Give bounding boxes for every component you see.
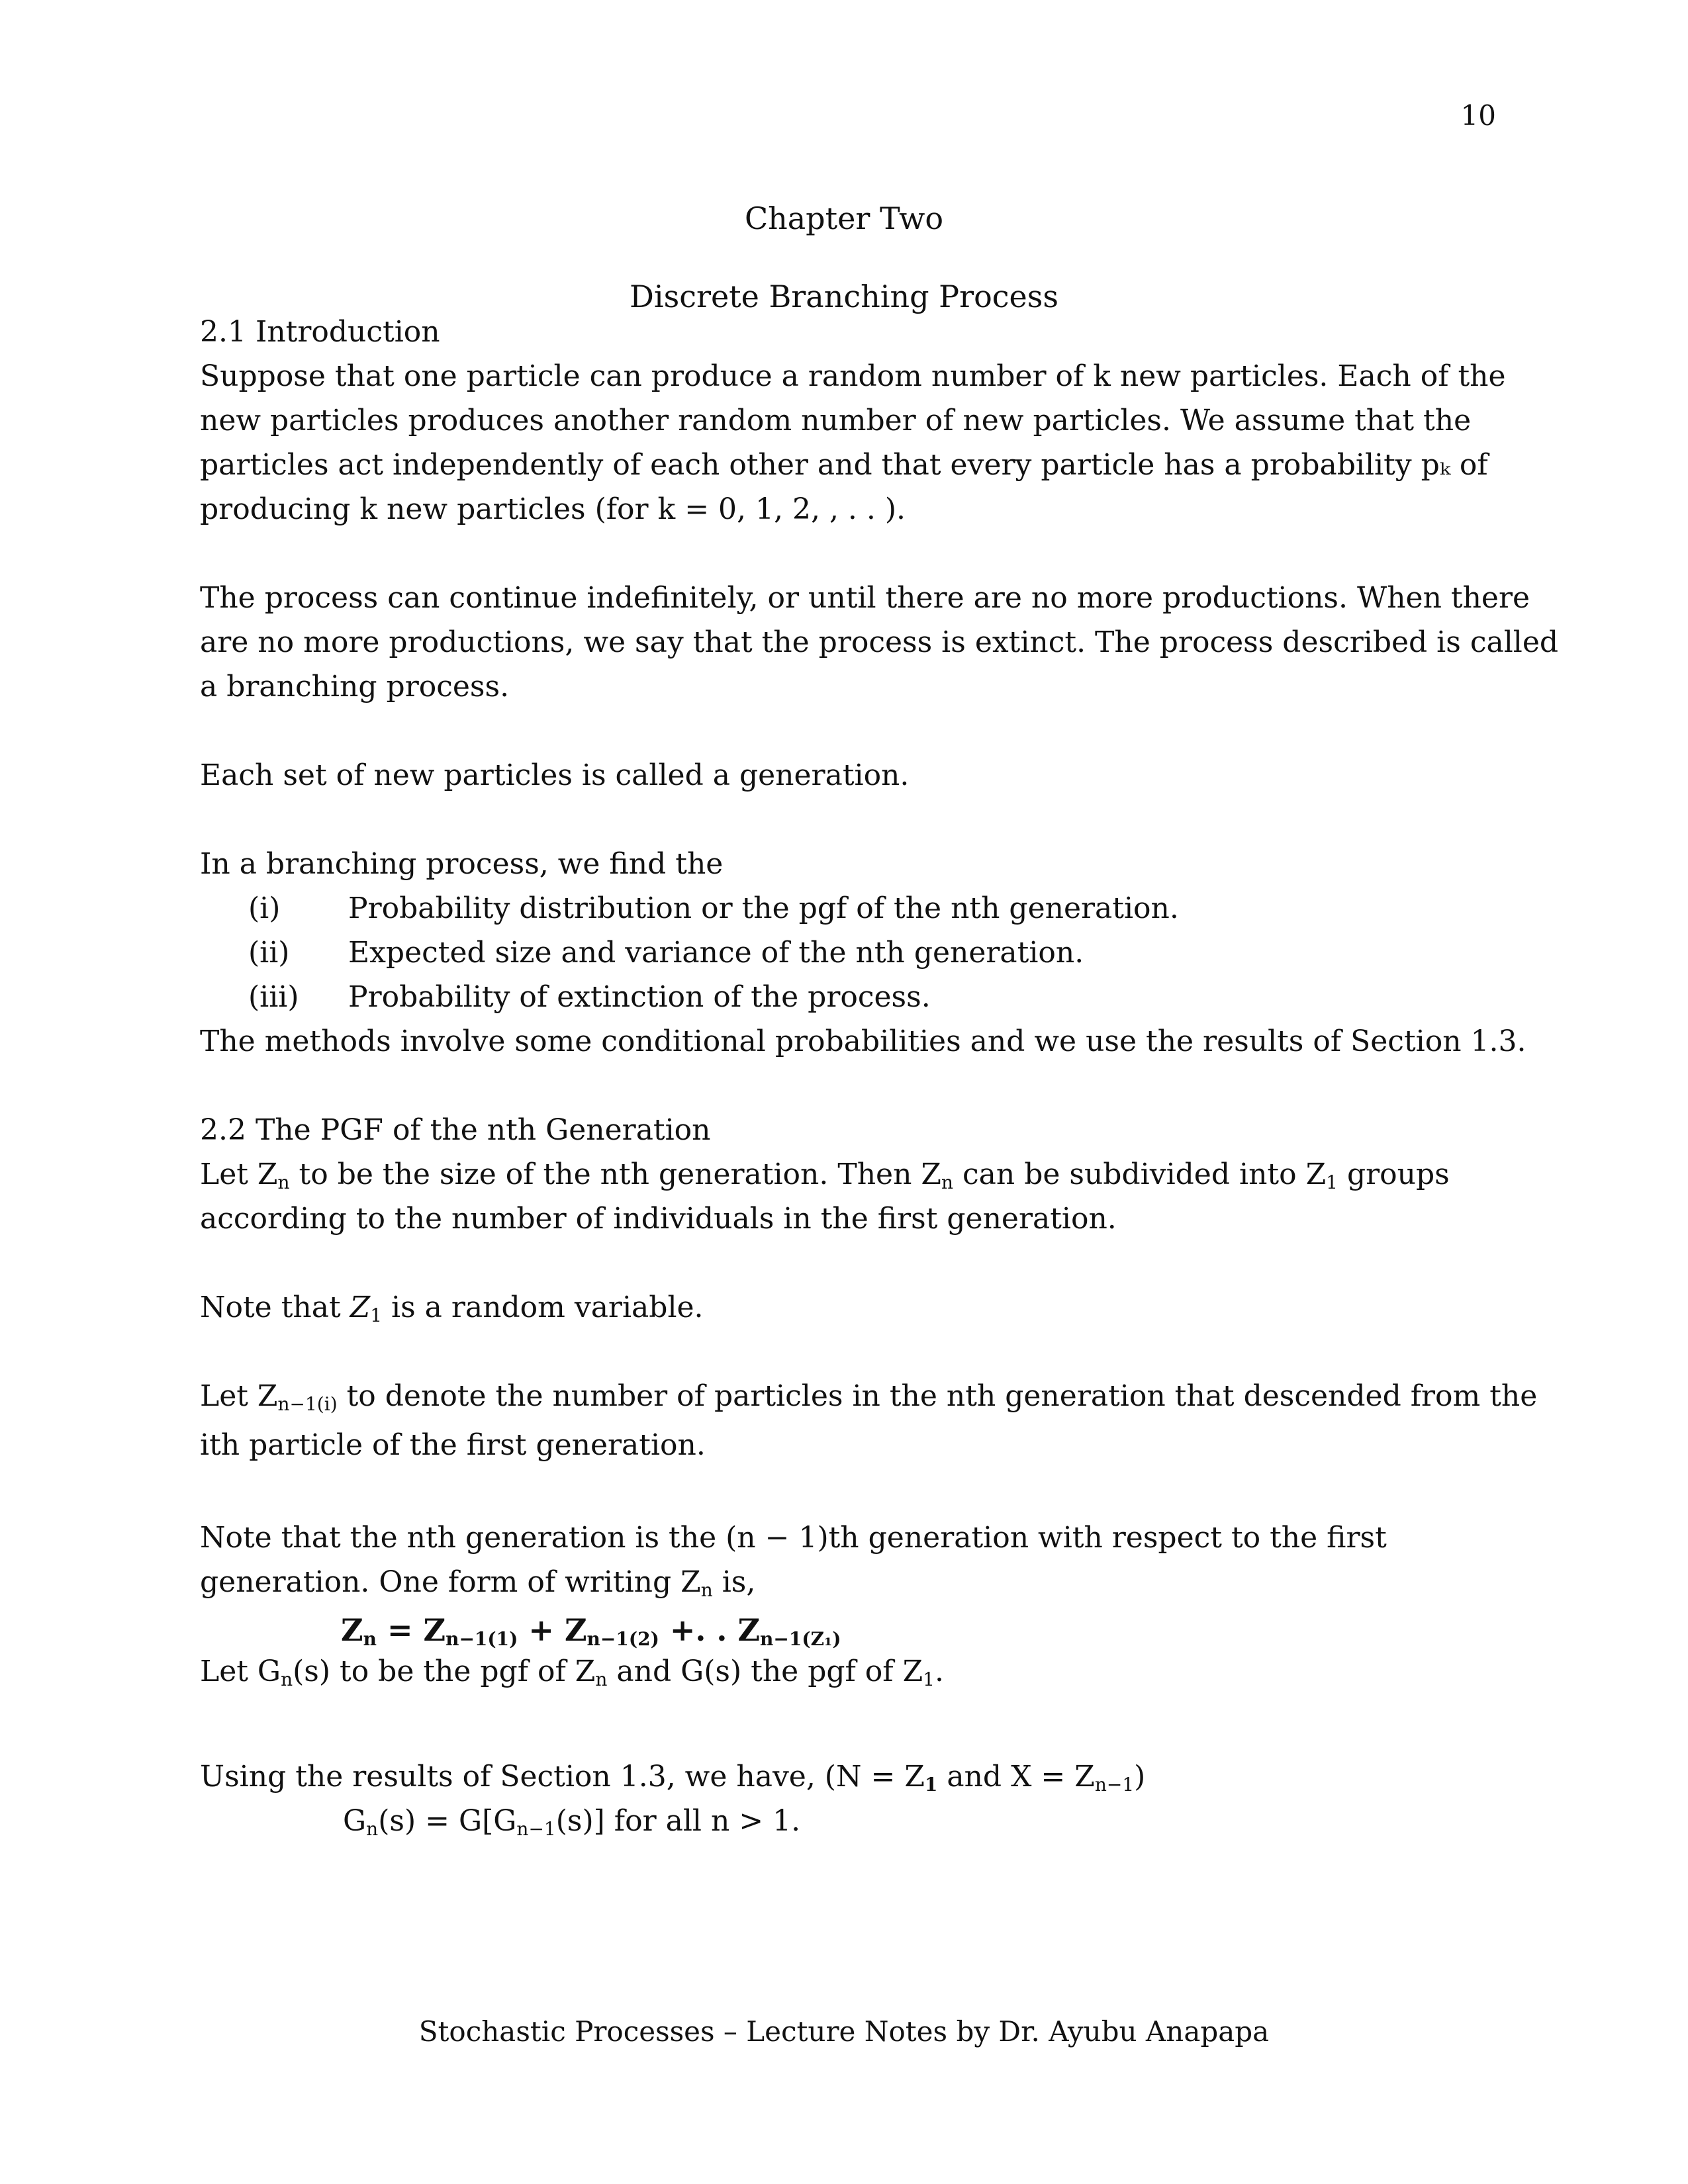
math-term: G [343, 1804, 367, 1838]
math-variable: Z [350, 1291, 371, 1324]
list-item-number: (ii) [248, 936, 290, 970]
intro-paragraph-line: producing k new particles (for k = 0, 1, 2, , . . ). [200, 492, 906, 526]
list-item-text: Probability of extinction of the process. [348, 980, 931, 1014]
list-item-text: Probability distribution or the pgf of the nth generation. [348, 891, 1179, 925]
chapter-subtitle: Discrete Branching Process [630, 279, 1058, 314]
subscript: n−1 [1094, 1774, 1135, 1796]
list-item-text: Expected size and variance of the nth generation. [348, 936, 1084, 970]
subscript: n−1(2) [586, 1628, 659, 1650]
text-fragment: Note that [200, 1291, 350, 1324]
z1-random-note [200, 1285, 704, 1338]
subscript: n−1(1) [445, 1628, 518, 1650]
text-fragment: Let G [200, 1655, 281, 1688]
intro-paragraph-line: Suppose that one particle can produce a random number of k new particles. Each of the [200, 359, 1506, 393]
extinction-paragraph-line: a branching process. [200, 670, 510, 704]
text-fragment: to denote the number of particles in the nth generation that descended from the [337, 1379, 1538, 1413]
subscript: n [366, 1818, 379, 1840]
text-fragment: Using the results of Section 1.3, we have, (N = Z [200, 1760, 925, 1794]
math-term: (s) = G[G [378, 1804, 517, 1838]
subscript: 1 [1326, 1171, 1338, 1193]
extinction-paragraph-line: The process can continue indefinitely, or until there are no more productions. When there [200, 581, 1530, 615]
text-fragment: generation. One form of writing Z [200, 1565, 701, 1599]
math-term: = Z [376, 1612, 446, 1648]
pgf-definition-line [200, 1649, 944, 1702]
page-number: 10 [1460, 99, 1496, 132]
math-term: Z [341, 1612, 363, 1648]
generation-definition: Each set of new particles is called a generation. [200, 758, 910, 792]
list-intro: In a branching process, we find the [200, 847, 724, 881]
text-fragment: and G(s) the pgf of Z [607, 1655, 923, 1688]
methods-note: The methods involve some conditional probabilities and we use the results of Section 1.3. [200, 1024, 1526, 1058]
pgf-recursion-equation [343, 1799, 800, 1851]
text-fragment: . [934, 1655, 944, 1688]
nth-generation-note-line: Note that the nth generation is the (n − 1)th generation with respect to the first [200, 1521, 1387, 1555]
math-term: (s)] for all n > 1. [555, 1804, 801, 1838]
extinction-paragraph-line: are no more productions, we say that the process is extinct. The process described is called [200, 625, 1559, 659]
subscript: n−1(i) [277, 1393, 338, 1415]
math-term: + Z [518, 1612, 587, 1648]
subscript: n−1 [516, 1818, 556, 1840]
intro-paragraph-line: particles act independently of each other and that every particle has a probability pₖ of [200, 448, 1488, 482]
section-2-1-heading: 2.1 Introduction [200, 315, 440, 349]
text-fragment: Let Z [200, 1158, 278, 1191]
text-fragment: is a random variable. [382, 1291, 704, 1324]
subscript: n [277, 1171, 290, 1193]
page-footer: Stochastic Processes – Lecture Notes by Dr. Ayubu Anapapa [418, 2015, 1270, 2048]
text-fragment: Let Z [200, 1379, 278, 1413]
subscript: 1 [370, 1304, 383, 1326]
subscript: n [595, 1668, 608, 1690]
subscript: n [700, 1579, 713, 1601]
text-fragment: groups [1337, 1158, 1450, 1191]
subscript: n [281, 1668, 293, 1690]
list-item-number: (i) [248, 891, 281, 925]
subscript: n [363, 1628, 377, 1650]
chapter-title: Chapter Two [744, 201, 944, 236]
text-fragment: and X = Z [937, 1760, 1095, 1794]
subscript: 1 [924, 1774, 938, 1796]
section-2-2-heading: 2.2 The PGF of the nth Generation [200, 1113, 711, 1147]
intro-paragraph-line: new particles produces another random number of new particles. We assume that the [200, 404, 1472, 437]
zni-definition-line: ith particle of the first generation. [200, 1428, 706, 1462]
nth-generation-note-line [200, 1560, 755, 1612]
subscript: 1 [923, 1668, 935, 1690]
text-fragment: is, [712, 1565, 756, 1599]
list-item-number: (iii) [248, 980, 299, 1014]
text-fragment: ) [1134, 1760, 1146, 1794]
math-term: +. . Z [659, 1612, 761, 1648]
zni-definition-line [200, 1374, 1537, 1426]
subscript: n [941, 1171, 954, 1193]
text-fragment: can be subdivided into Z [953, 1158, 1327, 1191]
subscript: n−1(Z₁) [760, 1628, 841, 1650]
text-fragment: to be the size of the nth generation. Then Z [289, 1158, 941, 1191]
text-fragment: (s) to be the pgf of Z [293, 1655, 596, 1688]
zn-definition-line: according to the number of individuals in the first generation. [200, 1202, 1117, 1236]
